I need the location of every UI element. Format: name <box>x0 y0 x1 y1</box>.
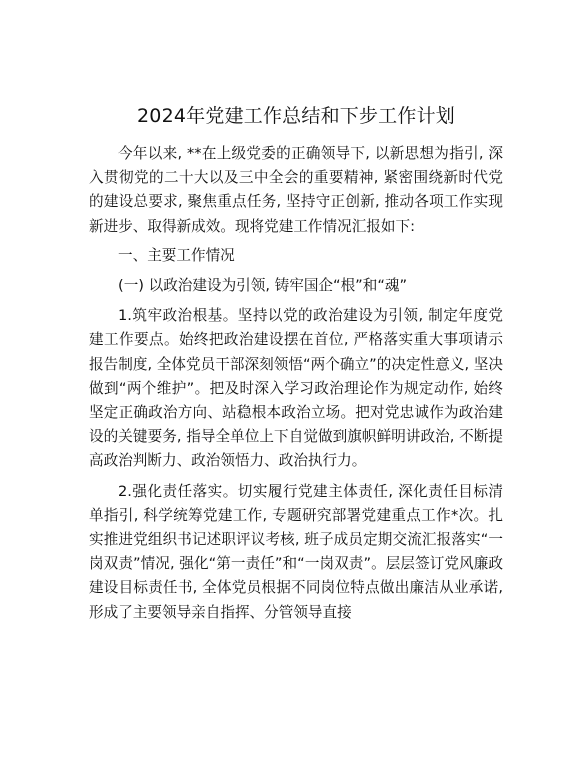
item-body-political-foundation: 坚持以党的政治建设为引领, 制定年度党建工作要点。始终把政治建设摆在首位, 严格落实重大事项请示报告制度, 全体党员干部深刻领悟“两个确立”的决定性意义, 坚决做到“两个维护”。把及时深入学习政治理论作为规定动作, 始终坚定正确政治方向、站稳根本政治立场。把对党忠诚作为政治建设的关键要务, 指导全单位上下自觉做到旗帜鲜明讲政治, 不断提高政治判断力、政治领悟力、政治执行力。 <box>89 307 503 470</box>
item-paragraph-political-foundation <box>89 304 503 473</box>
section-heading-main-work: 一、主要工作情况 <box>118 246 235 264</box>
document-title: 2024年党建工作总结和下步工作计划 <box>137 105 455 127</box>
item-lead-responsibility: 2.强化责任落实。 <box>118 482 238 500</box>
intro-paragraph: 今年以来, **在上级党委的正确领导下, 以新思想为指引, 深入贯彻党的二十大以及三中全会的重要精神, 紧密围绕新时代党的建设总要求, 聚焦重点任务, 坚持守正创新, 推动各项工作实现新进步、取得新成效。现将党建工作情况汇报如下: <box>89 145 503 235</box>
document-content <box>89 104 503 625</box>
item-body-responsibility: 切实履行党建主体责任, 深化责任目标清单指引, 科学统筹党建工作, 专题研究部署党建重点工作*次。扎实推进党组织书记述职评议考核, 班子成员定期交流汇报落实“一岗双责”情况, 强化“第一责任”和“一岗双责”。层层签订党风廉政建设目标责任书, 全体党员根据不同岗位特点做出廉洁从业承诺, 形成了主要领导亲自指挥、分管领导直接 <box>89 482 503 621</box>
item-lead-political-foundation: 1.筑牢政治根基。 <box>118 307 238 325</box>
subsection-heading-political-building: (一) 以政治建设为引领, 铸牢国企“根”和“魂” <box>118 277 408 295</box>
item-paragraph-responsibility <box>89 480 503 625</box>
